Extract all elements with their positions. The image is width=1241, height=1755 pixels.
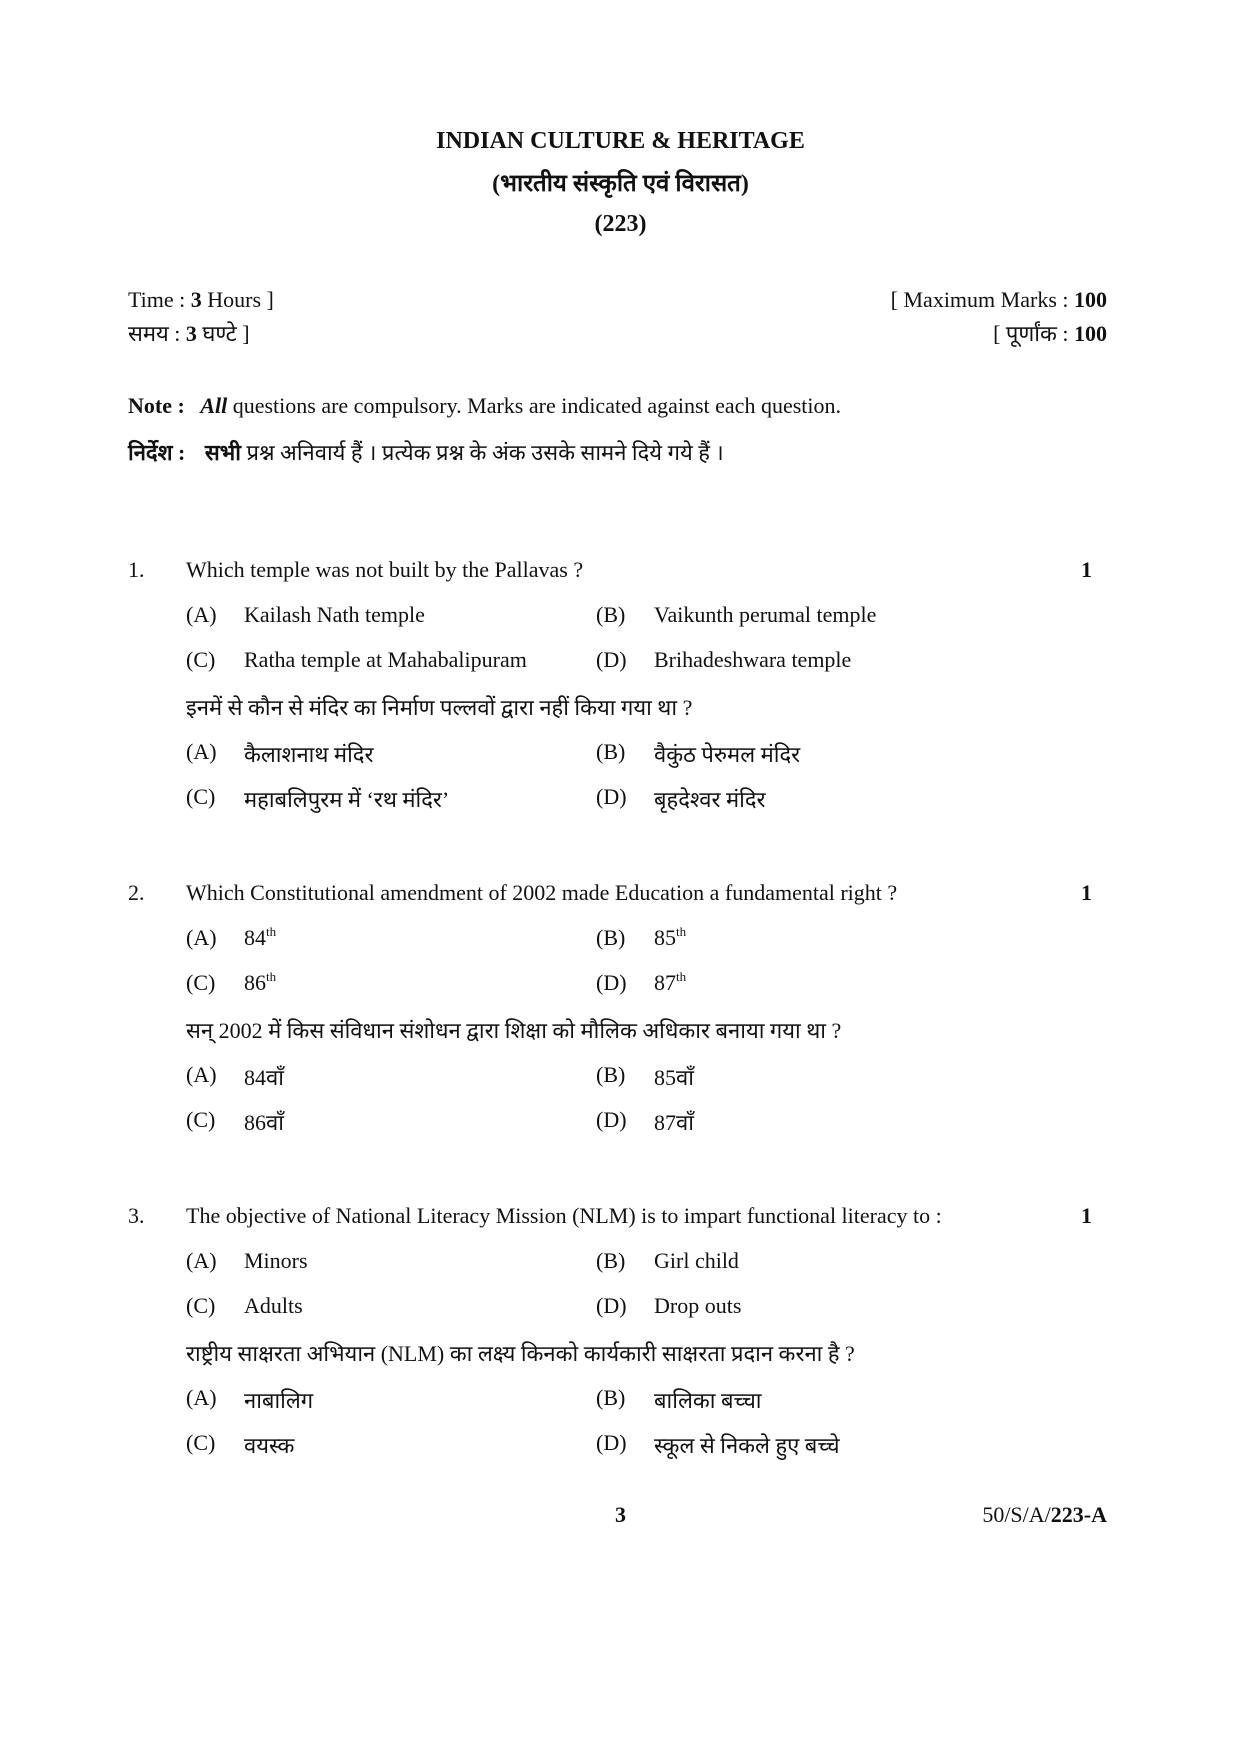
paper-title-hindi: (भारतीय संस्कृति एवं विरासत) bbox=[492, 171, 749, 197]
option-value: Kailash Nath temple bbox=[244, 602, 425, 627]
question-text-hindi: सन् 2002 में किस संविधान संशोधन द्वारा शिक्षा को मौलिक अधिकार बनाया गया था ? bbox=[186, 1018, 842, 1043]
option-label: (D) bbox=[596, 647, 627, 672]
time-line bbox=[128, 287, 274, 313]
marks-value: 100 bbox=[1074, 287, 1107, 312]
option-hindi-text: वैकुंठ पेरुमल मंदिर bbox=[654, 742, 801, 767]
option-label: (B) bbox=[596, 925, 626, 950]
option-value: 87 bbox=[654, 970, 676, 995]
option-hindi-text: स्कूल से निकले हुए बच्चे bbox=[654, 1433, 840, 1458]
note-label-hindi: निर्देश : bbox=[128, 440, 186, 465]
time-suffix: Hours ] bbox=[201, 287, 274, 312]
note-line bbox=[128, 393, 841, 419]
option-hindi-text: बृहदेश्वर मंदिर bbox=[654, 787, 766, 812]
option-label: (C) bbox=[186, 647, 216, 672]
option-text bbox=[244, 925, 276, 951]
option-hindi-text: 86वाँ bbox=[244, 1110, 284, 1135]
question-text-hindi: राष्ट्रीय साक्षरता अभियान (NLM) का लक्ष्य किनको कार्यकारी साक्षरता प्रदान करना है ? bbox=[186, 1341, 855, 1366]
option-value: Drop outs bbox=[654, 1293, 742, 1318]
note-label: Note : bbox=[128, 393, 185, 418]
option-label: (C) bbox=[186, 970, 216, 995]
paper-title: INDIAN CULTURE & HERITAGE bbox=[436, 128, 805, 154]
option-label: (D) bbox=[596, 970, 627, 995]
option-hindi-label: (A) bbox=[186, 1062, 217, 1087]
question-number: 2. bbox=[128, 880, 145, 905]
option-hindi-text: 87वाँ bbox=[654, 1110, 694, 1135]
time-hindi-label: समय : bbox=[128, 321, 186, 346]
question-marks: 1 bbox=[1081, 880, 1092, 905]
marks-line-hindi bbox=[993, 318, 1107, 348]
option-hindi-label: (D) bbox=[596, 784, 627, 809]
question-text-hindi: इनमें से कौन से मंदिर का निर्माण पल्लवों द्वारा नहीं किया गया था ? bbox=[186, 695, 693, 720]
question-number: 3. bbox=[128, 1203, 145, 1228]
option-hindi-text: 85वाँ bbox=[654, 1065, 694, 1090]
option-text bbox=[244, 602, 425, 628]
option-label: (B) bbox=[596, 602, 626, 627]
option-hindi-label: (D) bbox=[596, 1430, 627, 1455]
marks-hindi-prefix: [ पूर्णांक : bbox=[993, 321, 1074, 346]
marks-line bbox=[891, 287, 1107, 313]
option-text bbox=[244, 1293, 303, 1319]
option-text bbox=[654, 602, 876, 628]
question-text: The objective of National Literacy Mission (NLM) is to impart functional literacy to : bbox=[186, 1203, 942, 1228]
option-value: Adults bbox=[244, 1293, 303, 1318]
time-value: 3 bbox=[190, 287, 202, 312]
option-label: (B) bbox=[596, 1248, 626, 1273]
option-label: (D) bbox=[596, 1293, 627, 1318]
footer-code-prefix: 50/S/A/ bbox=[982, 1502, 1051, 1527]
option-value: 84 bbox=[244, 925, 266, 950]
option-text bbox=[244, 1248, 308, 1274]
option-label: (A) bbox=[186, 1248, 217, 1273]
option-hindi-text: नाबालिग bbox=[244, 1388, 314, 1413]
option-text bbox=[654, 1248, 739, 1274]
option-hindi-label: (B) bbox=[596, 1062, 626, 1087]
time-hindi-value: 3 bbox=[185, 321, 197, 346]
option-value: Girl child bbox=[654, 1248, 739, 1273]
paper-code-footer bbox=[982, 1502, 1107, 1528]
option-text bbox=[244, 970, 276, 996]
option-hindi-label: (C) bbox=[186, 1107, 216, 1132]
option-text bbox=[244, 647, 527, 673]
option-text bbox=[654, 925, 686, 951]
option-hindi-text: वयस्क bbox=[244, 1433, 295, 1458]
option-hindi-label: (C) bbox=[186, 1430, 216, 1455]
question-number: 1. bbox=[128, 557, 145, 582]
option-suffix: th bbox=[266, 924, 277, 939]
option-suffix: th bbox=[266, 969, 277, 984]
question-text: Which Constitutional amendment of 2002 made Education a fundamental right ? bbox=[186, 880, 898, 905]
option-hindi-label: (D) bbox=[596, 1107, 627, 1132]
option-label: (A) bbox=[186, 925, 217, 950]
time-line-hindi bbox=[128, 318, 250, 348]
note-text: questions are compulsory. Marks are indicated against each question. bbox=[227, 393, 841, 418]
question-marks: 1 bbox=[1081, 557, 1092, 582]
option-suffix: th bbox=[676, 969, 687, 984]
option-hindi-text: बालिका बच्चा bbox=[654, 1388, 762, 1413]
note-line-hindi bbox=[128, 437, 724, 467]
option-hindi-text: 84वाँ bbox=[244, 1065, 284, 1090]
option-value: 85 bbox=[654, 925, 676, 950]
option-suffix: th bbox=[676, 924, 687, 939]
option-label: (C) bbox=[186, 1293, 216, 1318]
option-value: Minors bbox=[244, 1248, 308, 1273]
option-label: (A) bbox=[186, 602, 217, 627]
option-text bbox=[654, 970, 686, 996]
note-emph-hindi: सभी bbox=[204, 440, 241, 465]
option-hindi-text: कैलाशनाथ मंदिर bbox=[244, 742, 374, 767]
option-value: Brihadeshwara temple bbox=[654, 647, 852, 672]
option-hindi-label: (B) bbox=[596, 739, 626, 764]
option-hindi-label: (B) bbox=[596, 1385, 626, 1410]
option-text bbox=[654, 1293, 741, 1319]
note-emph: All bbox=[200, 393, 228, 418]
paper-code: (223) bbox=[594, 211, 647, 237]
note-text-hindi: प्रश्न अनिवार्य हैं । प्रत्येक प्रश्न के अंक उसके सामने दिये गये हैं । bbox=[240, 440, 724, 465]
marks-hindi-value: 100 bbox=[1074, 321, 1107, 346]
option-text bbox=[654, 647, 851, 673]
option-hindi-label: (A) bbox=[186, 1385, 217, 1410]
question-marks: 1 bbox=[1081, 1203, 1092, 1228]
time-label: Time : bbox=[128, 287, 191, 312]
option-hindi-label: (A) bbox=[186, 739, 217, 764]
marks-prefix: [ Maximum Marks : bbox=[890, 287, 1074, 312]
option-value: Vaikunth perumal temple bbox=[654, 602, 877, 627]
time-hindi-suffix: घण्टे ] bbox=[196, 321, 250, 346]
footer-code-bold: 223-A bbox=[1050, 1502, 1107, 1527]
option-value: Ratha temple at Mahabalipuram bbox=[244, 647, 527, 672]
question-text: Which temple was not built by the Pallavas ? bbox=[186, 557, 584, 582]
option-value: 86 bbox=[244, 970, 266, 995]
option-hindi-label: (C) bbox=[186, 784, 216, 809]
page-number: 3 bbox=[615, 1502, 626, 1527]
option-hindi-text: महाबलिपुरम में ‘रथ मंदिर’ bbox=[244, 787, 450, 812]
